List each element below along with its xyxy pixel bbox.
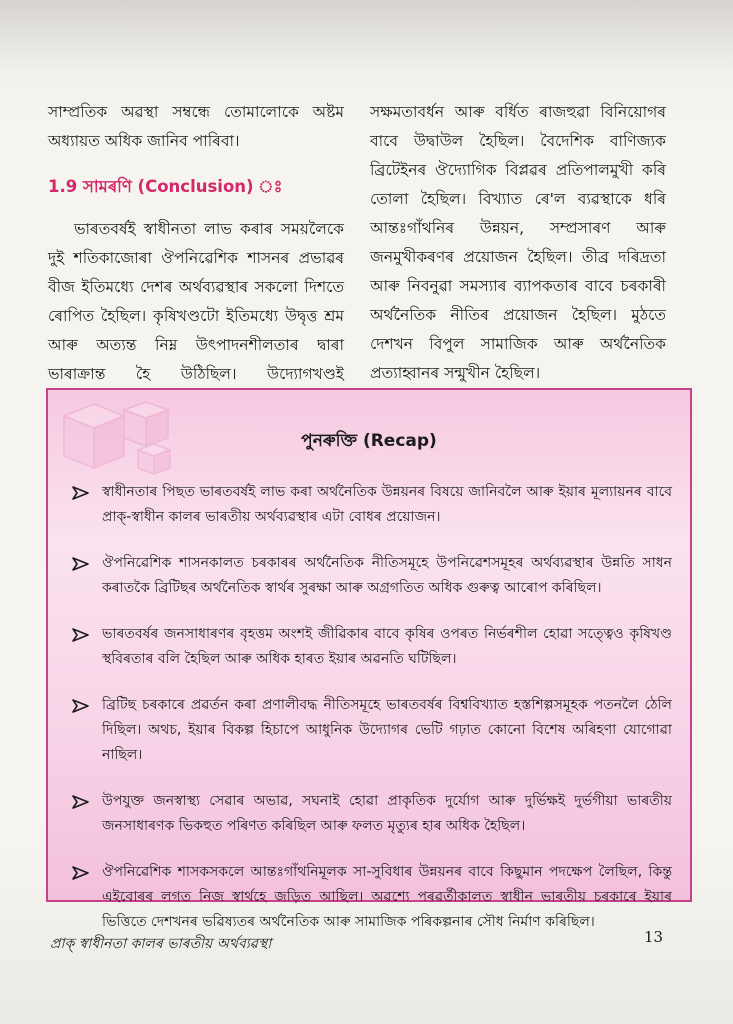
recap-item-text: ঔপনিৱেশিক শাসকসকলে আন্তঃগাঁথনিমূলক সা-সুবিধাৰ উন্নয়নৰ বাবে কিছুমান পদক্ষেপ লৈছিল, কিন্তু এইবোৰৰ লগত নিজ স্বাৰ্থহে জড়িত আছিল। অৱশ্যে পৰৱৰ্তীকালত স্বাধীন ভাৰতীয় চৰকাৰে ইয়াৰ ভিত্তিতে দেশখনৰ ভৱিষ্যতৰ অৰ্থনৈতিক আৰু সামাজিক পৰিকল্পনাৰ সৌধ নিৰ্মাণ কৰিছিল। bbox=[102, 864, 672, 930]
recap-item bbox=[72, 480, 672, 530]
running-footer-title: প্ৰাক্ স্বাধীনতা কালৰ ভাৰতীয় অৰ্থব্যৱস্থা bbox=[50, 936, 272, 952]
arrow-bullet-icon bbox=[72, 486, 90, 500]
section-heading: 1.9 সামৰণি (Conclusion) ঃ bbox=[48, 177, 283, 196]
recap-item bbox=[72, 551, 672, 601]
arrow-bullet-icon bbox=[72, 628, 90, 642]
conclusion-paragraph: ভাৰতবৰ্ষই স্বাধীনতা লাভ কৰাৰ সময়লৈকে দুই শতিকাজোৰা ঔপনিৱেশিক শাসনৰ প্ৰভাৱৰ বীজ ইতিমধ্যে দেশৰ অৰ্থব্যৱস্থাৰ সকলো দিশতে ৰোপিত হৈছিল। কৃষিখণ্ডটো ইতিমধ্যে উদ্বৃত্ত শ্ৰম আৰু অত্যন্ত নিম্ন উৎপাদনশীলতাৰ দ্বাৰা ভাৰাক্ৰান্ত হৈ উঠিছিল। উদ্যোগখণ্ডই bbox=[48, 220, 344, 383]
left-column bbox=[48, 98, 344, 418]
arrow-bullet-icon bbox=[72, 795, 90, 809]
page-top-shadow bbox=[0, 0, 733, 70]
recap-item-text: ঔপনিৱেশিক শাসনকালত চৰকাৰৰ অৰ্থনৈতিক নীতিসমূহে উপনিৱেশসমূহৰ অৰ্থব্যৱস্থাৰ উন্নতি সাধন কৰাতকৈ ব্ৰিটিছৰ অৰ্থনৈতিক স্বাৰ্থৰ সুৰক্ষা আৰু অগ্ৰগতিত অধিক গুৰুত্ব আৰোপ কৰিছিল। bbox=[102, 555, 672, 596]
recap-item bbox=[72, 622, 672, 672]
recap-item-text: ভাৰতবৰ্ষৰ জনসাধাৰণৰ বৃহত্তম অংশই জীৱিকাৰ বাবে কৃষিৰ ওপৰত নিৰ্ভৰশীল হোৱা সত্ত্বেও কৃষিখণ্ড স্থবিৰতাৰ বলি হৈছিল আৰু অধিক হাৰত ইয়াৰ অৱনতি ঘটিছিল। bbox=[102, 626, 672, 667]
right-column bbox=[370, 98, 666, 388]
intro-paragraph: সাম্প্ৰতিক অৱস্থা সম্বন্ধে তোমালোকে অষ্টম অধ্যায়ত অধিক জানিব পাৰিবা। bbox=[48, 103, 344, 150]
recap-item-text: ব্ৰিটিছ চৰকাৰে প্ৰৱৰ্তন কৰা প্ৰণালীবদ্ধ নীতিসমূহে ভাৰতবৰ্ষৰ বিশ্ববিখ্যাত হস্তশিল্পসমূহক পতনলৈ ঠেলি দিছিল। অথচ, ইয়াৰ বিকল্প হিচাপে আধুনিক উদ্যোগৰ ভেটি গঢ়াত কোনো বিশেষ অৰিহণা যোগোৱা নাছিল। bbox=[102, 697, 672, 763]
recap-item bbox=[72, 693, 672, 768]
recap-item-text: উপযুক্ত জনস্বাস্থ্য সেৱাৰ অভাৱ, সঘনাই হোৱা প্ৰাকৃতিক দুৰ্যোগ আৰু দুৰ্ভিক্ষই দুৰ্ভগীয়া ভাৰতীয় জনসাধাৰণক ভিকহুত পৰিণত কৰিছিল আৰু ফলত মৃত্যুৰ হাৰ অধিক হৈছিল। bbox=[102, 793, 672, 834]
arrow-bullet-icon bbox=[72, 866, 90, 880]
page-number: 13 bbox=[644, 928, 664, 946]
recap-list bbox=[72, 480, 672, 956]
recap-item bbox=[72, 860, 672, 935]
recap-item-text: স্বাধীনতাৰ পিছত ভাৰতবৰ্ষই লাভ কৰা অৰ্থনৈতিক উন্নয়নৰ বিষয়ে জানিবলৈ আৰু ইয়াৰ মূল্যায়নৰ বাবে প্ৰাক্-স্বাধীন কালৰ ভাৰতীয় অৰ্থব্যৱস্থাৰ এটা বোধৰ প্ৰয়োজন। bbox=[102, 484, 672, 525]
recap-title: পুনৰুক্তি (Recap) bbox=[301, 431, 437, 451]
arrow-bullet-icon bbox=[72, 557, 90, 571]
arrow-bullet-icon bbox=[72, 699, 90, 713]
continued-paragraph: সক্ষমতাবৰ্ধন আৰু বৰ্ধিত ৰাজহুৱা বিনিয়োগৰ বাবে উদ্বাউল হৈছিল। বৈদেশিক বাণিজ্যক ব্ৰিটেইনৰ ঔদ্যোগিক বিপ্লৱৰ প্ৰতিপালমুখী কৰি তোলা হৈছিল। বিখ্যাত ৰে'ল ব্যৱস্থাকে ধৰি আন্তঃগাঁথনিৰ উন্নয়ন, সম্প্ৰসাৰণ আৰু জনমুখীকৰণৰ প্ৰয়োজন হৈছিল। তীব্ৰ দৰিদ্ৰতা আৰু নিবনুৱা সমস্যাৰ ব্যাপকতাৰ বাবে চৰকাৰী অৰ্থনৈতিক নীতিৰ প্ৰয়োজন হৈছিল। মুঠতে দেশখন বিপুল সামাজিক আৰু অৰ্থনৈতিক প্ৰত্যাহ্বানৰ সন্মুখীন হৈছিল। bbox=[370, 103, 666, 382]
recap-box bbox=[46, 388, 692, 930]
recap-item bbox=[72, 789, 672, 839]
